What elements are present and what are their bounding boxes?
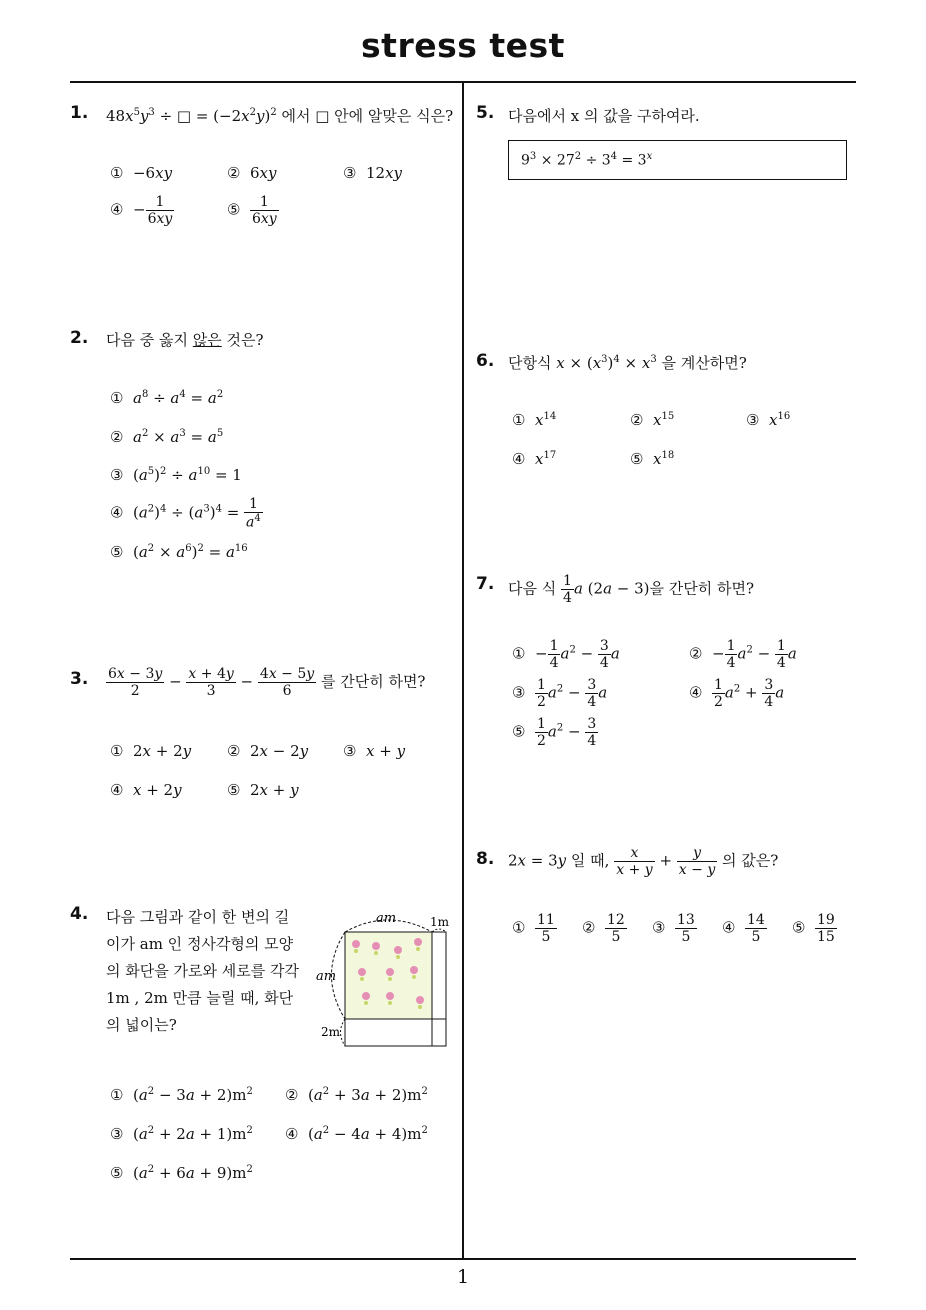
choice-3[interactable]: ③ $(a^2 + 2a + 1)m^2$ — [110, 1125, 253, 1143]
question-number: 6. — [476, 351, 495, 371]
choice-4[interactable]: ④ − $\frac{1}{6xy}$ — [110, 194, 173, 228]
question-text: 단항식 $x \times (x^3)^4 \times x^3$ 을 계산하면? — [508, 354, 747, 372]
choice-5[interactable]: ⑤ $\frac{19}{15}$ — [792, 912, 835, 946]
column-divider — [462, 82, 464, 1259]
choice-3[interactable]: ③ $x^{16}$ — [746, 411, 791, 429]
choice-2[interactable]: ② $\frac{12}{5}$ — [582, 912, 625, 946]
page-number: 1 — [456, 1266, 470, 1288]
question-number: 8. — [476, 849, 495, 869]
choice-4[interactable]: ④ $x^{17}$ — [512, 450, 557, 468]
choice-5[interactable]: ⑤ $\frac{1}{2}$ $a^2$ − $\frac{3}{4}$ — [512, 716, 597, 750]
question-number: 3. — [70, 669, 89, 689]
choice-2[interactable]: ② 6xy — [227, 164, 277, 182]
choice-5[interactable]: ⑤ $(a^2 + 6a + 9)m^2$ — [110, 1164, 253, 1182]
choice-2[interactable]: ② $a^2 \times a^3 = a^5$ — [110, 428, 224, 446]
choice-5[interactable]: ⑤ $\frac{1}{6xy}$ — [227, 194, 277, 228]
choice-1[interactable]: ① $\frac{11}{5}$ — [512, 912, 555, 946]
figure-label-right: 1m — [430, 915, 450, 929]
figure-label-top: am — [376, 911, 397, 926]
choice-2[interactable]: ② 2x − 2y — [227, 742, 309, 760]
choice-3[interactable]: ③ $\frac{13}{5}$ — [652, 912, 695, 946]
equation: $9^3 \times 27^2 \div 3^4 = 3^x$ — [521, 151, 653, 169]
flower-bed-figure — [314, 906, 456, 1048]
choice-3[interactable]: ③ 12xy — [343, 164, 403, 182]
choice-1[interactable]: ① 2x + 2y — [110, 742, 192, 760]
page-title: stress test — [361, 26, 565, 65]
choice-3[interactable]: ③ $(a^5)^2 \div a^{10} = 1$ — [110, 466, 242, 484]
choice-1[interactable]: ① $x^{14}$ — [512, 411, 557, 429]
question-text: 다음 그림과 같이 한 변의 길이가 am 인 정사각형의 모양의 화단을 가로와 세로를 각각 1m , 2m 만큼 늘릴 때, 화단의 넓이는? — [106, 908, 299, 1034]
question-text: $48x^5y^3$ ÷ □ = $(-2x^2y)^2$ 에서 □ 안에 알맞은 식은? — [106, 107, 454, 125]
choice-4[interactable]: ④ $\frac{1}{2}$ $a^2$ + $\frac{3}{4}$ a — [689, 677, 785, 711]
figure-label-left: am — [316, 969, 337, 984]
equation-box — [508, 140, 847, 180]
choice-5[interactable]: ⑤ $(a^2 \times a^6)^2 = a^{16}$ — [110, 543, 248, 561]
question-number: 2. — [70, 328, 89, 348]
question-number: 5. — [476, 103, 495, 123]
choice-5[interactable]: ⑤ 2x + y — [227, 781, 299, 799]
choice-4[interactable]: ④ $(a^2 - 4a + 4)m^2$ — [285, 1125, 428, 1143]
question-text: 2x = 3y 일 때, $\frac{x}{x + y}$ + $\frac{y}{x - y}$ 의 값은? — [508, 845, 779, 879]
choice-5[interactable]: ⑤ $x^{18}$ — [630, 450, 675, 468]
figure-label-bottom: 2m — [321, 1025, 341, 1039]
choice-1[interactable]: ① $a^8 \div a^4 = a^2$ — [110, 389, 224, 407]
question-text: 다음 중 옳지 않은 것은? — [106, 331, 264, 349]
choice-3[interactable]: ③ $\frac{1}{2}$ $a^2$ − $\frac{3}{4}$ a — [512, 677, 608, 711]
choice-4[interactable]: ④ $(a^2)^4 \div (a^3)^4$ = $\frac{1}{a^4}$ — [110, 496, 261, 531]
choice-2[interactable]: ② $x^{15}$ — [630, 411, 675, 429]
choice-2[interactable]: ② − $\frac{1}{4}$ $a^2$ − $\frac{1}{4}$ a — [689, 638, 797, 672]
question-number: 7. — [476, 574, 495, 594]
question-number: 1. — [70, 103, 89, 123]
choice-1[interactable]: ① − $\frac{1}{4}$ $a^2$ − $\frac{3}{4}$ a — [512, 638, 620, 672]
choice-3[interactable]: ③ x + y — [343, 742, 406, 760]
question-text: $\frac{6x - 3y}{2}$ − $\frac{x + 4y}{3}$ − $\frac{4x - 5y}{6}$ 를 간단히 하면? — [108, 666, 426, 700]
question-text: 다음 식 $\frac{1}{4}$ a (2a − 3)을 간단히 하면? — [508, 573, 755, 607]
choice-4[interactable]: ④ $\frac{14}{5}$ — [722, 912, 765, 946]
question-number: 4. — [70, 904, 89, 924]
choice-1[interactable]: ① $(a^2 - 3a + 2)m^2$ — [110, 1086, 253, 1104]
choice-2[interactable]: ② $(a^2 + 3a + 2)m^2$ — [285, 1086, 428, 1104]
question-text: 다음에서 x 의 값을 구하여라. — [508, 107, 700, 125]
choice-1[interactable]: ① −6xy — [110, 164, 173, 182]
choice-4[interactable]: ④ x + 2y — [110, 781, 182, 799]
